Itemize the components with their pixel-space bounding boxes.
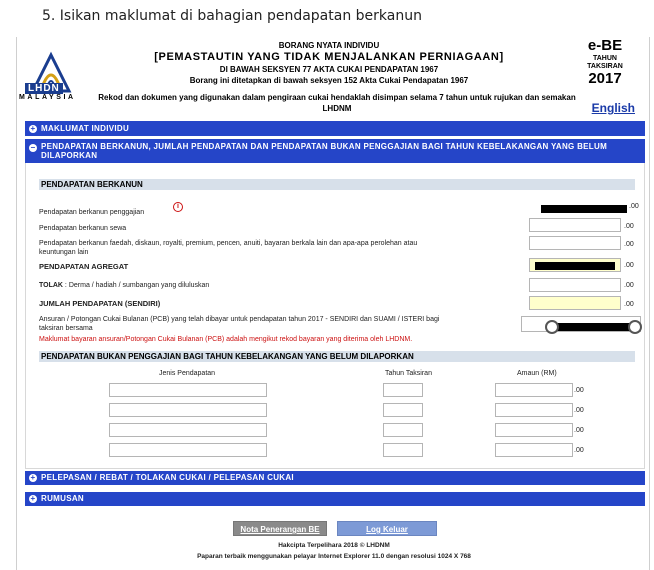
amaun-input-4[interactable] (495, 443, 573, 457)
cents-jumlah: .00 (624, 301, 634, 308)
redaction-right-handle (628, 320, 642, 334)
tahun-input-1[interactable] (383, 383, 423, 397)
amaun-input-2[interactable] (495, 403, 573, 417)
section-pelepasan[interactable] (25, 471, 645, 485)
redaction-left-handle (545, 320, 559, 334)
section-pendapatan[interactable] (25, 139, 645, 163)
log-keluar-button[interactable]: Log Keluar (337, 521, 437, 536)
cents-derma: .00 (624, 282, 634, 289)
logo-lhdn-text: LHDN (25, 83, 63, 94)
ebe-badge (575, 37, 635, 87)
cents-amaun-2: .00 (574, 407, 584, 414)
ebe-year: 2017 (588, 70, 622, 87)
jenis-input-1[interactable] (109, 383, 267, 397)
form-act: DI BAWAH SEKSYEN 77 AKTA CUKAI PENDAPATAN 1967 (219, 65, 439, 74)
form-title: [PEMASTAUTIN YANG TIDAK MENJALANKAN PERNIAGAAN] (154, 51, 504, 63)
cents-sewa: .00 (624, 223, 634, 230)
label-jumlah: JUMLAH PENDAPATAN (SENDIRI) (39, 299, 161, 308)
section-label: RUMUSAN (41, 494, 84, 503)
info-icon[interactable]: i (173, 202, 183, 212)
jenis-input-2[interactable] (109, 403, 267, 417)
english-link[interactable]: English (591, 101, 635, 115)
derma-input[interactable] (529, 278, 621, 292)
amaun-input-3[interactable] (495, 423, 573, 437)
form-section-note: Borang ini ditetapkan di bawah seksyen 152 Akta Cukai Pendapatan 1967 (189, 76, 469, 85)
expand-plus-icon: + (30, 494, 36, 503)
record-retention-note: Rekod dan dokumen yang digunakan dalam pengiraan cukai hendaklah disimpan selama 7 tahun untuk rujukan dan semakan LHDNM (98, 93, 576, 113)
amaun-input-1[interactable] (495, 383, 573, 397)
footer-browser-note: Paparan terbaik menggunakan pelayar Internet Explorer 11.0 dengan resolusi 1024 X 768 (197, 553, 471, 560)
ebe-tahun: TAHUN (593, 55, 617, 62)
step-title: 5. Isikan maklumat di bahagian pendapatan berkanun (42, 8, 422, 24)
label-pcb: Ansuran / Potongan Cukai Bulanan (PCB) yang telah dibayar untuk pendapatan tahun 2017 - SENDIRI dan SUAMI / ISTERI bagi taksiran bersama (39, 316, 440, 332)
cents-amaun-4: .00 (574, 447, 584, 454)
cents-penggajian: .00 (629, 203, 639, 210)
redacted-penggajian-value (541, 205, 627, 213)
col-amaun: Amaun (RM) (517, 370, 557, 377)
jenis-input-3[interactable] (109, 423, 267, 437)
label-agregat: PENDAPATAN AGREGAT (39, 262, 129, 271)
expand-plus-icon: + (30, 123, 36, 133)
logo-malaysia-text: MALAYSIA (19, 94, 76, 101)
sewa-input[interactable] (529, 218, 621, 232)
tahun-input-4[interactable] (383, 443, 423, 457)
tolak-prefix: TOLAK (39, 282, 63, 289)
tahun-input-2[interactable] (383, 403, 423, 417)
section-rumusan[interactable] (25, 492, 645, 506)
tahun-input-3[interactable] (383, 423, 423, 437)
nota-penerangan-button[interactable]: Nota Penerangan BE (233, 521, 327, 536)
form-header (87, 41, 571, 85)
label-tolak: TOLAK : Derma / hadiah / sumbangan yang diluluskan (39, 282, 210, 289)
col-tahun-taksiran: Tahun Taksiran (385, 370, 432, 377)
ebe-taksiran: TAKSIRAN (587, 63, 623, 70)
expand-plus-icon: + (30, 473, 36, 482)
ebe-form (16, 37, 650, 570)
footer-copyright: Hakcipta Terpelihara 2018 © LHDNM (278, 542, 390, 549)
section-label: MAKLUMAT INDIVIDU (41, 124, 130, 133)
collapse-minus-icon: − (30, 143, 36, 152)
label-faedah: Pendapatan berkanun faedah, diskaun, royalti, premium, pencen, anuiti, bayaran berkala lain dan apa-apa perolehan atau keuntungan lain (39, 240, 418, 256)
faedah-input[interactable] (529, 236, 621, 250)
subheader-bukan-penggajian: PENDAPATAN BUKAN PENGGAJIAN BAGI TAHUN KEBELAKANGAN YANG BELUM DILAPORKAN (39, 351, 635, 362)
ebe-title: e-BE (587, 37, 623, 54)
cents-amaun-3: .00 (574, 427, 584, 434)
cents-faedah: .00 (624, 241, 634, 248)
pcb-warning: Maklumat bayaran ansuran/Potongan Cukai Bulanan (PCB) adalah mengikut rekod bayaran yang diterima oleh LHDNM. (39, 336, 413, 343)
jenis-input-4[interactable] (109, 443, 267, 457)
redacted-pcb-value (553, 323, 639, 331)
label-sewa: Pendapatan berkanun sewa (39, 225, 127, 232)
jumlah-input (529, 296, 621, 310)
section-maklumat-individu[interactable] (25, 121, 645, 136)
cents-agregat: .00 (624, 262, 634, 269)
section-label: PENDAPATAN BERKANUN, JUMLAH PENDAPATAN DAN PENDAPATAN BUKAN PENGGAJIAN BAGI TAHUN KEBELAKANGAN YANG BELUM DILAPORKAN (41, 142, 608, 160)
cents-amaun-1: .00 (574, 387, 584, 394)
form-type: BORANG NYATA INDIVIDU (278, 41, 380, 50)
label-penggajian: Pendapatan berkanun penggajian (39, 209, 145, 216)
redacted-agregat-value (535, 262, 615, 270)
col-jenis-pendapatan: Jenis Pendapatan (159, 370, 216, 377)
subheader-pendapatan-berkanun: PENDAPATAN BERKANUN (39, 179, 635, 190)
tolak-text: Derma / hadiah / sumbangan yang diluluskan (68, 282, 210, 289)
section-label: PELEPASAN / REBAT / TOLAKAN CUKAI / PELEPASAN CUKAI (41, 473, 294, 482)
